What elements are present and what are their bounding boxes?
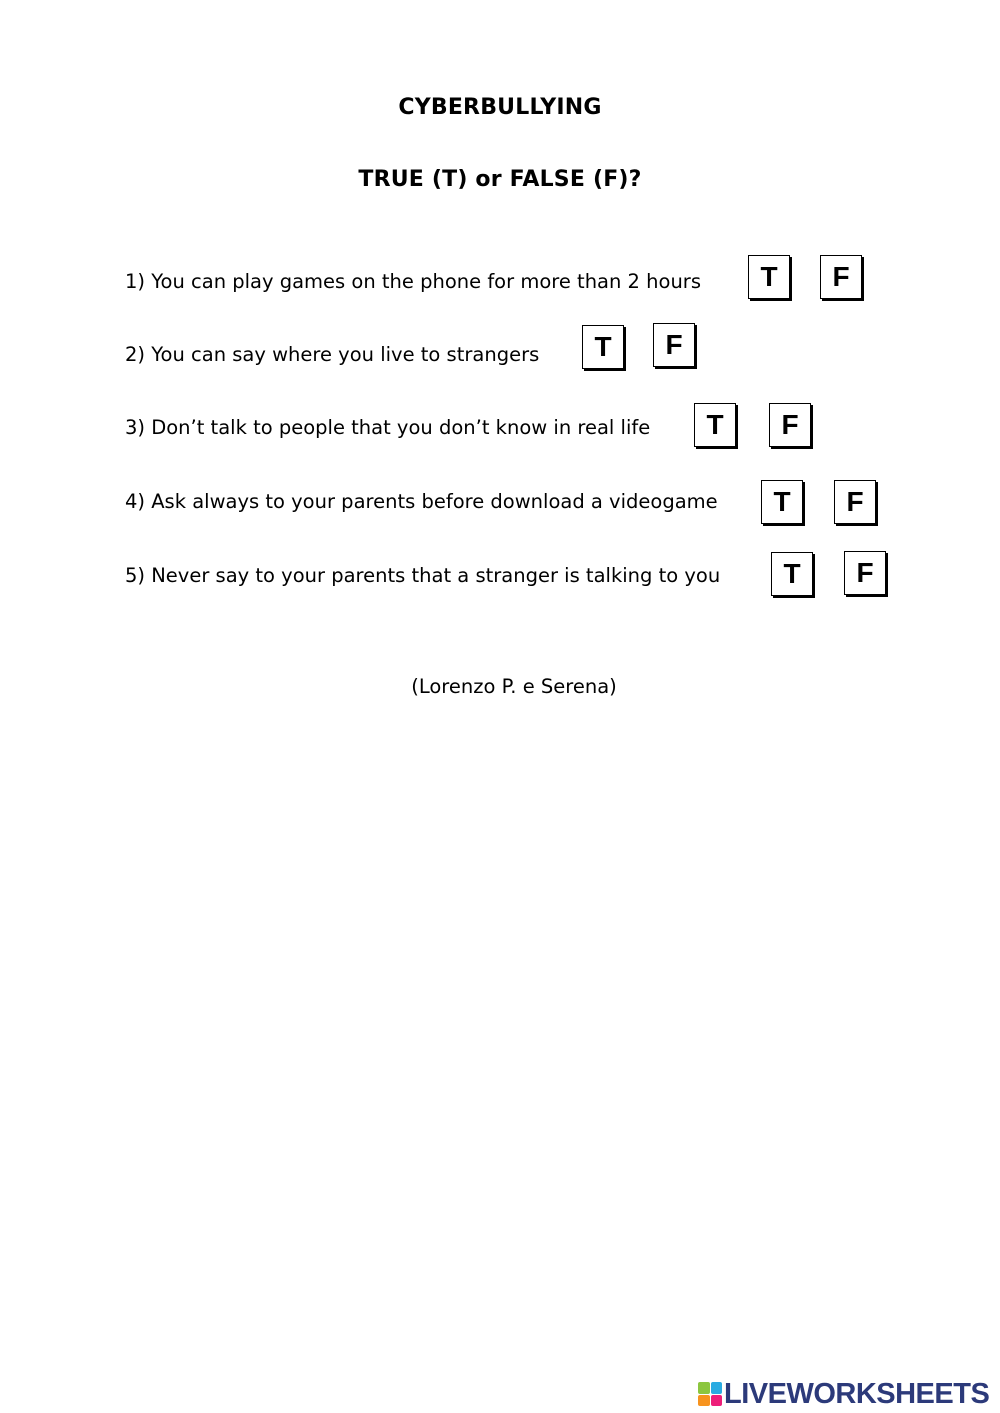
question-1-text: 1) You can play games on the phone for more than 2 hours [125,270,701,293]
worksheet-subtitle: TRUE (T) or FALSE (F)? [358,167,642,192]
question-2-true-box[interactable]: T [582,325,624,369]
question-5-text: 5) Never say to your parents that a stranger is talking to you [125,564,721,587]
question-4-false-box[interactable]: F [834,480,876,524]
question-2-false-box[interactable]: F [653,323,695,367]
logo-square-4 [711,1395,723,1407]
logo-square-3 [698,1395,710,1407]
question-3-text: 3) Don’t talk to people that you don’t know in real life [125,416,651,439]
brand-name: LIVEWORKSHEETS [724,1377,990,1410]
question-1-true-box[interactable]: T [748,255,790,299]
question-5-false-box[interactable]: F [844,551,886,595]
logo-square-1 [698,1382,710,1394]
question-3-true-box[interactable]: T [694,403,736,447]
question-2-text: 2) You can say where you live to strangers [125,343,540,366]
question-4-true-box[interactable]: T [761,480,803,524]
worksheet-title: CYBERBULLYING [398,95,602,120]
question-4-text: 4) Ask always to your parents before download a videogame [125,490,718,513]
liveworksheets-logo-icon [698,1382,722,1406]
question-1-false-box[interactable]: F [820,255,862,299]
question-5-true-box[interactable]: T [771,552,813,596]
question-3-false-box[interactable]: F [769,403,811,447]
liveworksheets-brand [698,1376,989,1412]
logo-square-2 [711,1382,723,1394]
authors-credit: (Lorenzo P. e Serena) [411,675,617,698]
